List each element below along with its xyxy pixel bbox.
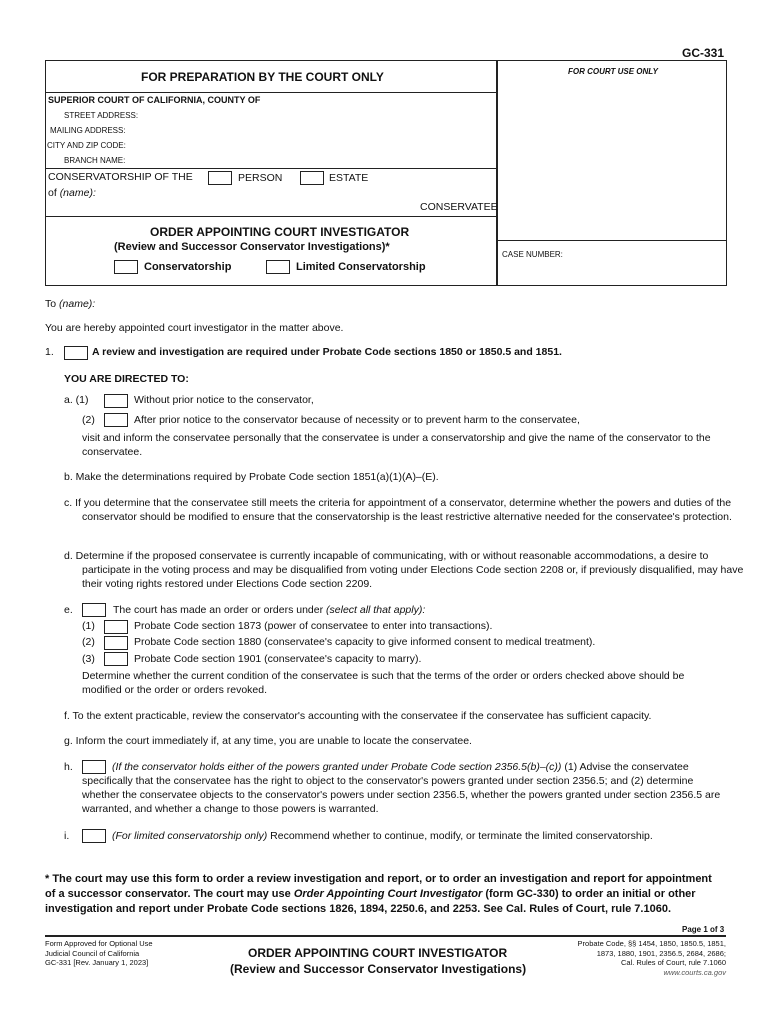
conservatorship-option-label: Conservatorship	[144, 261, 232, 273]
a1-text: Without prior notice to the conservator,	[134, 394, 314, 406]
approval-line-2: Judicial Council of California	[45, 948, 140, 958]
item1-number: 1.	[45, 346, 54, 358]
item1-text: A review and investigation are required under Probate Code sections 1850 or 1850.5 and 1851.	[92, 346, 562, 358]
f-text: f. To the extent practicable, review the conservator's accounting with the conservatee if the conservatee has sufficient capacity.	[64, 710, 652, 722]
superior-court-label: SUPERIOR COURT OF CALIFORNIA, COUNTY OF	[48, 95, 261, 105]
court-use-only-label: FOR COURT USE ONLY	[568, 67, 658, 76]
codes-line-3: Cal. Rules of Court, rule 7.1060	[620, 958, 726, 967]
e1-text: Probate Code section 1873 (power of conservatee to enter into transactions).	[134, 620, 493, 632]
e1-label: (1)	[82, 620, 95, 632]
g-text: g. Inform the court immediately if, at any time, you are unable to locate the conservatee.	[64, 735, 472, 747]
form-subtitle: (Review and Successor Conservator Investigations)*	[114, 241, 390, 253]
e3-label: (3)	[82, 653, 95, 665]
form-number: GC-331	[682, 46, 725, 60]
a-visit-text: visit and inform the conservatee personally that the conservatee is under a conservatorship and give the name of the conservator to the conservatee.	[82, 432, 711, 458]
i-checkbox[interactable]	[82, 829, 106, 843]
e3-checkbox[interactable]	[104, 652, 128, 666]
e-checkbox[interactable]	[82, 603, 106, 617]
a2-checkbox[interactable]	[104, 413, 128, 427]
court-only-heading: FOR PREPARATION BY THE COURT ONLY	[141, 70, 384, 84]
page-number: Page 1 of 3	[682, 925, 725, 934]
i-text: (For limited conservatorship only) Recommend whether to continue, modify, or terminate the limited conservatorship.	[112, 830, 653, 842]
estate-label: ESTATE	[329, 172, 369, 184]
limited-conservatorship-checkbox[interactable]	[266, 260, 290, 274]
e2-checkbox[interactable]	[104, 636, 128, 650]
person-label: PERSON	[238, 172, 283, 184]
appointed-text: You are hereby appointed court investigator in the matter above.	[45, 322, 344, 334]
directed-heading: YOU ARE DIRECTED TO:	[64, 373, 189, 385]
form-approval-block	[45, 939, 153, 968]
d-text: d. Determine if the proposed conservatee is currently incapable of communicating, with or without reasonable accommodations, a desire to participate in the voting process and may be disqualified from voting under Elections Code section 2208 or, if previously disqualified, may have their voting rights restored under Elections Code section 2209.	[64, 550, 744, 590]
person-checkbox[interactable]	[208, 171, 232, 185]
footer-title: ORDER APPOINTING COURT INVESTIGATOR	[248, 946, 508, 960]
street-address-label: STREET ADDRESS:	[64, 111, 139, 120]
e-determine-text: Determine whether the current condition of the conservatee is such that the terms of the order or orders checked above should be modified or the order or orders revoked.	[82, 670, 685, 696]
a1-checkbox[interactable]	[104, 394, 128, 408]
c-text: c. If you determine that the conservatee still meets the criteria for appointment of a conservator, determine whether the powers and duties of the conservator should be modified to ensure that the conservatorship is the least restrictive alternative needed for the conservatee's protection.	[64, 497, 732, 523]
to-name-line: To (name):	[45, 298, 96, 310]
e1-checkbox[interactable]	[104, 620, 128, 634]
e-text: The court has made an order or orders under (select all that apply):	[113, 604, 426, 616]
a2-label: (2)	[82, 414, 95, 426]
footer-subtitle: (Review and Successor Conservator Investigations)	[230, 962, 527, 976]
a1-label: a. (1)	[64, 394, 89, 406]
codes-line-1: Probate Code, §§ 1454, 1850, 1850.5, 1851,	[577, 939, 726, 948]
estate-checkbox[interactable]	[300, 171, 324, 185]
codes-line-2: 1873, 1880, 1901, 2356.5, 2684, 2686;	[596, 948, 726, 958]
approval-line-3: GC-331 [Rev. January 1, 2023]	[45, 958, 149, 967]
b-text: b. Make the determinations required by Probate Code section 1851(a)(1)(A)–(E).	[64, 471, 439, 483]
i-label: i.	[64, 830, 70, 842]
conservatorship-of-label: CONSERVATORSHIP OF THE	[48, 171, 193, 183]
city-zip-label: CITY AND ZIP CODE:	[47, 141, 126, 150]
item1-checkbox[interactable]	[64, 346, 88, 360]
h-label: h.	[64, 761, 73, 773]
h-text: (If the conservator holds either of the powers granted under Probate Code section 2356.5(b)–(c)) (1) Advise the conservatee specifically that the conservatee has the right to object to the conservator's powers granted under section 2356.5; and (2) determine whether the conservatee objects to the conservator's powers under section 2356.5, whether the powers granted under section 2356.5 are warranted, and whether a change to those powers is warranted.	[82, 761, 721, 815]
website-link[interactable]: www.courts.ca.gov	[663, 967, 726, 977]
code-citations	[536, 939, 726, 977]
branch-name-label: BRANCH NAME:	[64, 156, 126, 165]
conservatee-label: CONSERVATEE	[420, 201, 498, 213]
limited-conservatorship-option-label: Limited Conservatorship	[296, 261, 426, 273]
mailing-address-label: MAILING ADDRESS:	[50, 126, 126, 135]
e-label: e.	[64, 604, 73, 616]
footnote: * The court may use this form to order a review investigation and report, or to order an investigation and report for appointment of a successor conservator. The court may use Order Appointing Court Investigator (form GC-330) to order an initial or other investigation and report under Probate Code sections 1826, 1894, 2250.6, and 2253. See Cal. Rules of Court, rule 7.1060.	[45, 873, 712, 915]
e2-text: Probate Code section 1880 (conservatee's capacity to give informed consent to medical treatment).	[134, 636, 596, 648]
of-name-label: of (name):	[48, 187, 96, 199]
e3-text: Probate Code section 1901 (conservatee's capacity to marry).	[134, 653, 422, 665]
case-number-label: CASE NUMBER:	[502, 250, 563, 259]
approval-line-1: Form Approved for Optional Use	[45, 939, 153, 948]
a2-text: After prior notice to the conservator because of necessity or to prevent harm to the conservatee,	[134, 414, 580, 426]
conservatorship-checkbox[interactable]	[114, 260, 138, 274]
form-title: ORDER APPOINTING COURT INVESTIGATOR	[150, 225, 410, 239]
e2-label: (2)	[82, 636, 95, 648]
